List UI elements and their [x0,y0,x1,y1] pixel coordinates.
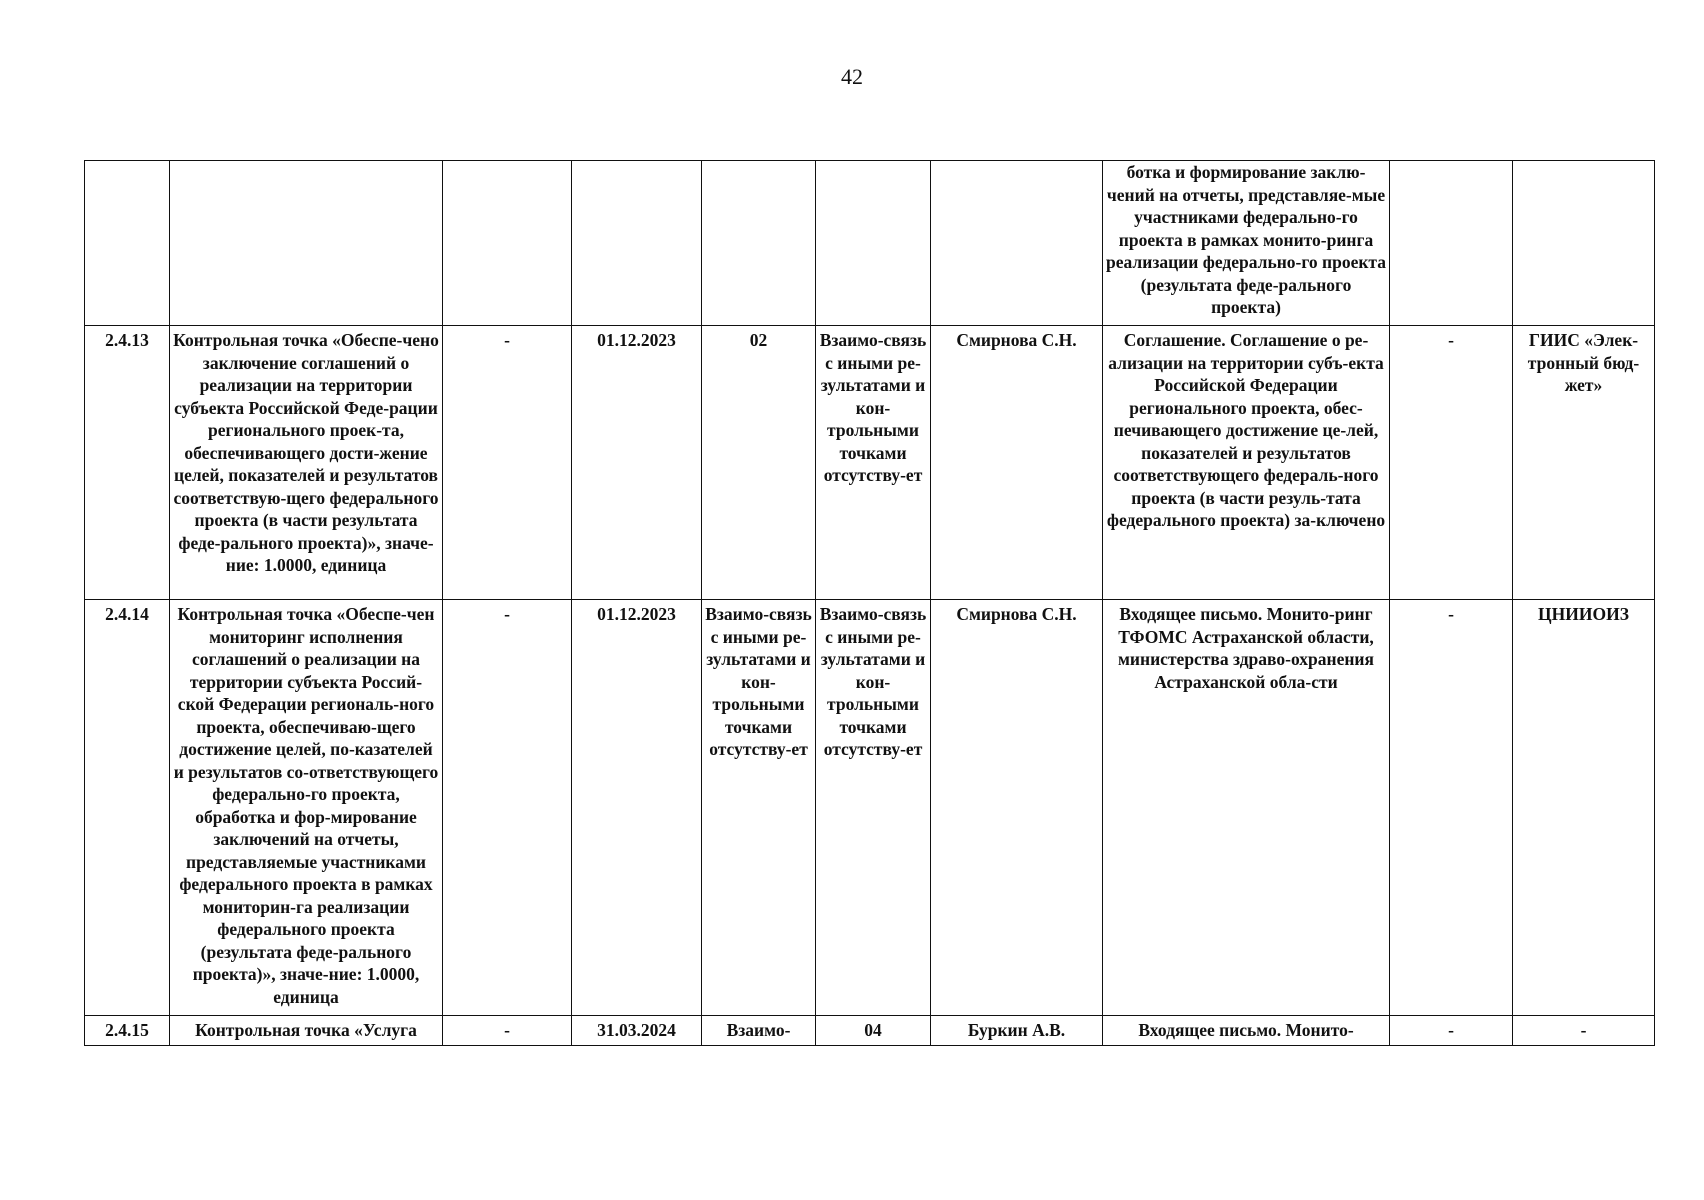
cell-system [1513,161,1655,326]
cell-date [572,161,702,326]
cell-link: Взаимо-связь с иными ре-зультатами и кон-трольными точками отсутству-ет [816,600,931,1016]
cell-type: Взаимо- [702,1016,816,1046]
cell-document: Входящее письмо. Монито- [1103,1016,1390,1046]
cell-document: Соглашение. Соглашение о ре-ализации на территории субъ-екта Российской Федерации регионального проекта, обес-печивающего достижение це-лей, показателей и результатов соответствующего федераль-ного проекта (в части резуль-тата федерального проекта) за-ключено [1103,326,1390,600]
cell-document: ботка и формирование заклю-чений на отчеты, представляе-мые участниками федерально-го проекта в рамках монито-ринга реализации федерально-го проекта (результата феде-рального проекта) [1103,161,1390,326]
cell-system: ЦНИИОИЗ [1513,600,1655,1016]
cell-name: Контрольная точка «Услуга [170,1016,443,1046]
cell-document: Входящее письмо. Монито-ринг ТФОМС Астраханской области, министерства здраво-охранения Астраханской обла-сти [1103,600,1390,1016]
cell-date: 31.03.2024 [572,1016,702,1046]
cell-responsible: Смирнова С.Н. [931,600,1103,1016]
cell-link [816,161,931,326]
cell-type: 02 [702,326,816,600]
cell-level: - [1390,326,1513,600]
cell-responsible [931,161,1103,326]
cell-link: 04 [816,1016,931,1046]
cell-type: Взаимо-связь с иными ре-зультатами и кон-трольными точками отсутству-ет [702,600,816,1016]
cell-level [1390,161,1513,326]
cell-level: - [1390,600,1513,1016]
cell-date: 01.12.2023 [572,326,702,600]
cell-responsible: Буркин А.В. [931,1016,1103,1046]
cell-number: 2.4.14 [85,600,170,1016]
cell-system: - [1513,1016,1655,1046]
cell-responsible: Смирнова С.Н. [931,326,1103,600]
cell-date: 01.12.2023 [572,600,702,1016]
cell-name: Контрольная точка «Обеспе-чен мониторинг исполнения соглашений о реализации на территории субъекта Россий-ской Федерации региональ-ного проекта, обеспечиваю-щего достижение целей, по-казателей и результатов со-ответствующего федерально-го проекта, обработка и фор-мирование заключений на отчеты, представляемые участниками федерального проекта в рамках мониторин-га реализации федерального проекта (результата феде-рального проекта)», значе-ние: 1.0000, единица [170,600,443,1016]
cell-type [702,161,816,326]
cell-level: - [1390,1016,1513,1046]
cell-name [170,161,443,326]
cell-predecessor: - [443,600,572,1016]
cell-number: 2.4.15 [85,1016,170,1046]
cell-predecessor: - [443,326,572,600]
cell-number [85,161,170,326]
cell-predecessor: - [443,1016,572,1046]
table-row [85,326,1655,600]
cell-name: Контрольная точка «Обеспе-чено заключение соглашений о реализации на территории субъекта Российской Феде-рации регионального проек-та, обеспечивающего дости-жение целей, показателей и результатов соответствую-щего федерального проекта (в части результата феде-рального проекта)», значе-ние: 1.0000, единица [170,326,443,600]
cell-link: Взаимо-связь с иными ре-зультатами и кон-трольными точками отсутству-ет [816,326,931,600]
table-row [85,161,1655,326]
control-points-table [84,160,1655,1046]
page-number: 42 [841,64,863,89]
cell-system: ГИИС «Элек-тронный бюд-жет» [1513,326,1655,600]
cell-predecessor [443,161,572,326]
cell-number: 2.4.13 [85,326,170,600]
table-row [85,1016,1655,1046]
table-row [85,600,1655,1016]
